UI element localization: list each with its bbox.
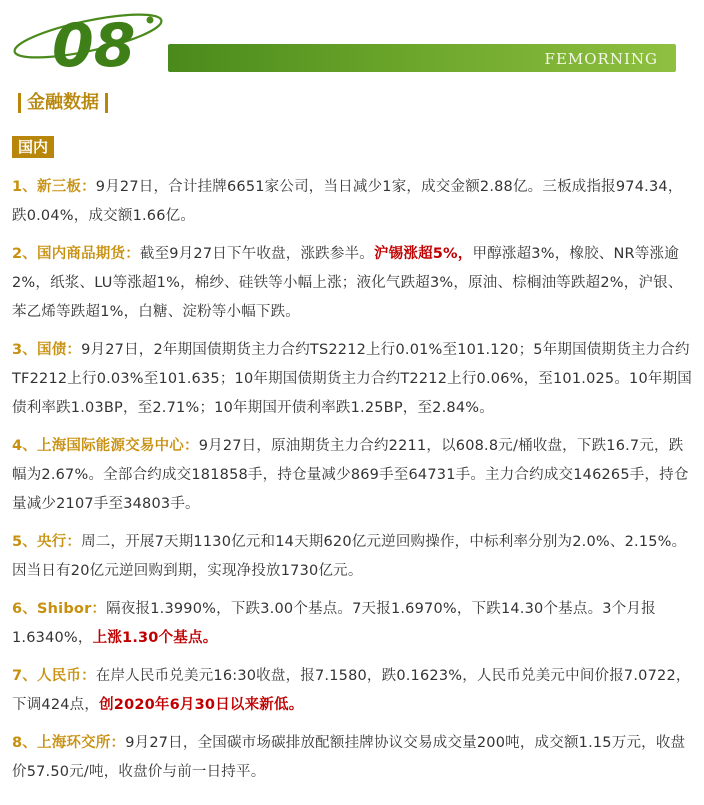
item-heading: 7、人民币： — [12, 668, 96, 684]
item-text: 在岸人民币兑美元16:30收盘，报7.1580，跌0.1623%，人民币兑美元中间价报7.0722，下调424点， — [12, 668, 691, 713]
list-item — [12, 595, 694, 653]
section-title-text: 金融数据 — [27, 92, 99, 113]
list-item — [12, 662, 694, 720]
title-bar-left — [18, 93, 21, 113]
list-item — [12, 432, 694, 519]
item-text: 周二，开展7天期1130亿元和14天期620亿元逆回购操作，中标利率分别为2.0%、2.15%。因当日有20亿元逆回购到期，实现净投放1730亿元。 — [12, 534, 687, 579]
item-text: 甲醇涨超3%，橡胶、NR等涨逾2%，纸浆、LU等涨超1%，棉纱、硅铁等小幅上涨；液化气跌超3%，原油、棕榈油等跌超2%，沪银、苯乙烯等跌超1%，白糖、淀粉等小幅下跌。 — [12, 246, 683, 320]
item-heading: 8、上海环交所： — [12, 735, 126, 751]
item-text: 截至9月27日下午收盘，涨跌参半。 — [139, 246, 374, 262]
item-highlight: 沪锡涨超5%， — [373, 246, 473, 262]
list-item — [12, 528, 694, 586]
news-list — [12, 173, 694, 796]
item-text: 9月27日，原油期货主力合约2211，以608.8元/桶收盘，下跌16.7元，跌幅为2.67%。全部合约成交181858手，持仓量减少869手至64731手。主力合约成交146265手，持仓量减少2107手至34803手。 — [12, 438, 689, 512]
item-heading: 1、新三板： — [12, 179, 96, 195]
item-text: 9月27日，2年期国债期货主力合约TS2212上行0.01%至101.120；5年期国债期货主力合约TF2212上行0.03%至101.635；10年期国债期货主力合约T2212上行0.06%，至101.025。10年期国债利率跌1.03BP，至2.71%；10年期国开债利率跌1.25BP，至2.84%。 — [12, 342, 693, 416]
brand-label: FEMORNING — [544, 50, 658, 68]
item-heading: 2、国内商品期货： — [12, 246, 140, 262]
list-item — [12, 336, 694, 423]
list-item — [12, 729, 694, 787]
title-bar-right — [105, 93, 108, 113]
item-heading: 6、Shibor： — [12, 601, 107, 617]
item-text: 9月27日，合计挂牌6651家公司，当日减少1家，成交金额2.88亿。三板成指报974.34，跌0.04%，成交额1.66亿。 — [12, 179, 683, 224]
item-text: 9月27日，全国碳市场碳排放配额挂牌协议交易成交量200吨，成交额1.15万元，收盘价57.50元/吨，收盘价与前一日持平。 — [12, 735, 686, 780]
item-heading: 3、国债： — [12, 342, 82, 358]
region-tag: 国内 — [12, 136, 54, 158]
item-heading: 4、上海国际能源交易中心： — [12, 438, 199, 454]
item-highlight: 创2020年6月30日以来新低。 — [99, 697, 304, 713]
item-text: 隔夜报1.3990%，下跌3.00个基点。7天报1.6970%，下跌14.30个基点。3个月报1.6340%， — [12, 601, 656, 646]
issue-banner — [0, 0, 704, 82]
list-item — [12, 240, 694, 327]
item-heading: 5、央行： — [12, 534, 82, 550]
list-item — [12, 173, 694, 231]
issue-number: 08 — [52, 11, 136, 81]
item-highlight: 上涨1.30个基点。 — [92, 630, 218, 646]
section-title — [12, 90, 114, 116]
